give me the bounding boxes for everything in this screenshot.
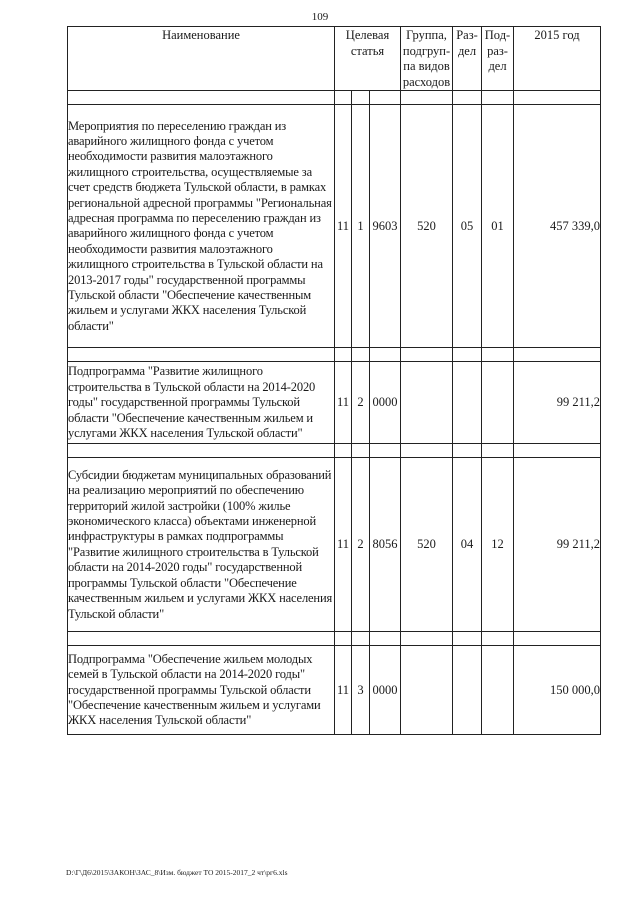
row-article-direction: 0000 — [370, 362, 401, 444]
header-subsection: Под- раз- дел — [482, 27, 514, 91]
row-group: 520 — [401, 458, 453, 632]
header-target-article: Целевая статья — [335, 27, 401, 91]
row-article-subprogram: 2 — [352, 458, 370, 632]
row-group: 520 — [401, 105, 453, 348]
row-name: Подпрограмма "Развитие жилищного строительства в Тульской области на 2014-2020 годы" государственной программы Тульской области "Обеспечение качественным жильем и услугами ЖКХ населения Тульской области" — [68, 362, 335, 444]
row-section — [453, 362, 482, 444]
row-amount: 150 000,0 — [514, 646, 601, 735]
row-subsection: 12 — [482, 458, 514, 632]
row-article-program: 11 — [335, 646, 352, 735]
row-amount: 99 211,2 — [514, 458, 601, 632]
row-article-program: 11 — [335, 458, 352, 632]
table-spacer-row — [68, 348, 601, 362]
table-row — [68, 105, 601, 348]
table-spacer-row — [68, 632, 601, 646]
row-article-subprogram: 1 — [352, 105, 370, 348]
row-amount: 99 211,2 — [514, 362, 601, 444]
row-article-direction: 0000 — [370, 646, 401, 735]
row-group — [401, 646, 453, 735]
row-article-direction: 9603 — [370, 105, 401, 348]
page-number: 109 — [311, 11, 329, 23]
row-section: 04 — [453, 458, 482, 632]
row-subsection — [482, 362, 514, 444]
footer-file-path: D:\Г\Д6\2015\ЗАКОН\ЗАС_8\Изм. бюджет ТО 2015-2017_2 чт\рг6.xls — [66, 868, 288, 877]
header-year: 2015 год — [514, 27, 601, 91]
row-article-subprogram: 3 — [352, 646, 370, 735]
row-article-program: 11 — [335, 105, 352, 348]
row-name: Мероприятия по переселению граждан из аварийного жилищного фонда с учетом необходимости развития малоэтажного жилищного строительства, осуществляемые за счет средств бюджета Тульской области, в рамках региональной адресной программы "Региональная адресная программа по переселению граждан из аварийного жилищного фонда с учетом необходимости развития малоэтажного жилищного строительства в Тульской области на 2013-2017 годы" государственной программы Тульской области "Обеспечение качественным жильем и услугами ЖКХ населения Тульской области" — [68, 105, 335, 348]
header-section: Раз- дел — [453, 27, 482, 91]
table-spacer-row — [68, 444, 601, 458]
row-article-direction: 8056 — [370, 458, 401, 632]
row-article-subprogram: 2 — [352, 362, 370, 444]
row-subsection: 01 — [482, 105, 514, 348]
table-row — [68, 646, 601, 735]
row-section: 05 — [453, 105, 482, 348]
row-section — [453, 646, 482, 735]
table-spacer-row — [68, 91, 601, 105]
table-header-row — [68, 27, 601, 91]
row-group — [401, 362, 453, 444]
row-article-program: 11 — [335, 362, 352, 444]
row-subsection — [482, 646, 514, 735]
header-name: Наименование — [68, 27, 335, 91]
row-name: Подпрограмма "Обеспечение жильем молодых семей в Тульской области на 2014-2020 годы" государственной программы Тульской области "Обеспечение качественным жильем и услугами ЖКХ населения Тульской области" — [68, 646, 335, 735]
table-row — [68, 362, 601, 444]
budget-table — [67, 26, 601, 735]
row-amount: 457 339,0 — [514, 105, 601, 348]
table-row — [68, 458, 601, 632]
header-group: Группа, подгруп- па видов расходов — [401, 27, 453, 91]
row-name: Субсидии бюджетам муниципальных образований на реализацию мероприятий по обеспечению территорий жилой застройки (100% жилье экономического класса) объектами инженерной инфраструктуры в рамках подпрограммы "Развитие жилищного строительства в Тульской области на 2014-2020 годы" государственной программы Тульской области "Обеспечение качественным жильем и услугами ЖКХ населения Тульской области" — [68, 458, 335, 632]
